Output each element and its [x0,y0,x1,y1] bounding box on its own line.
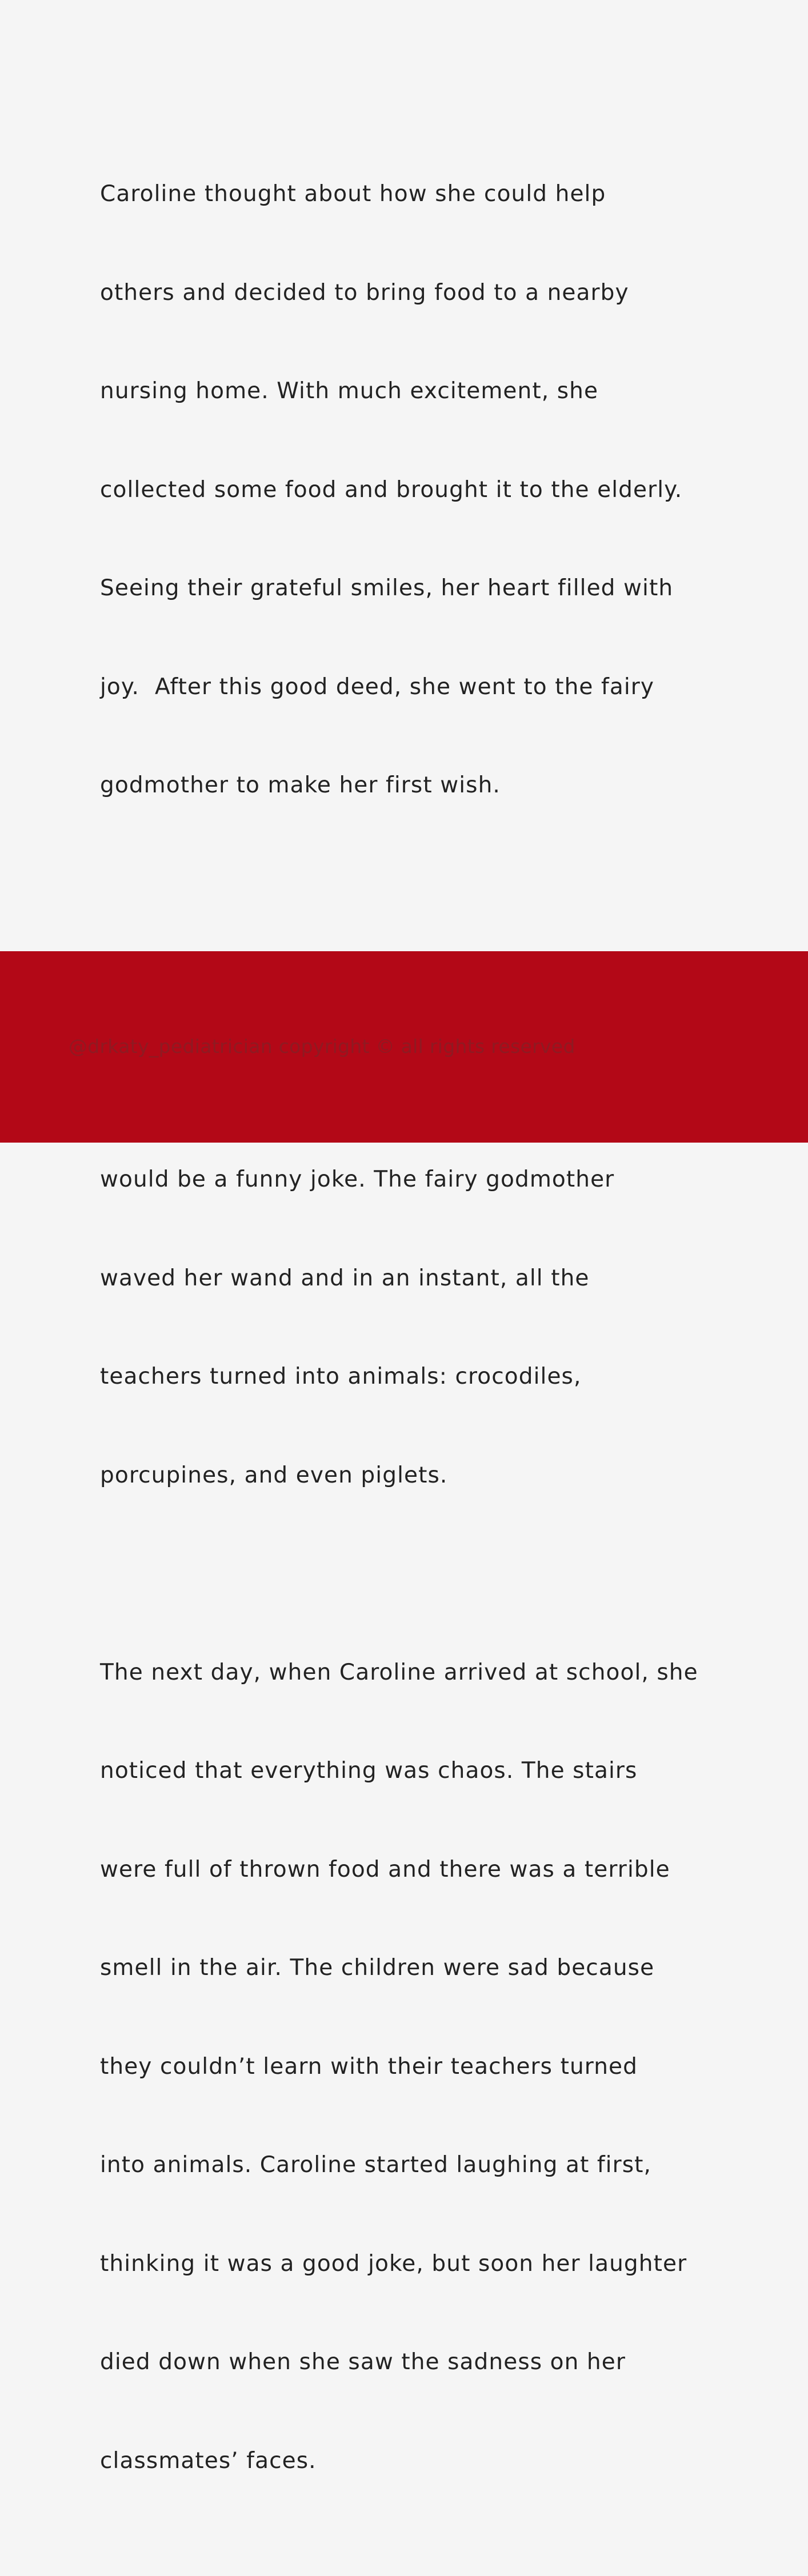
story-line: joy. After this good deed, she went to the fairy [100,674,655,700]
story-line: porcupines, and even piglets. [100,1462,448,1488]
story-line: into animals. Caroline started laughing at first, [100,2152,652,2178]
story-line: smell in the air. The children were sad because [100,1955,655,1981]
story-line: waved her wand and in an instant, all the [100,1265,590,1291]
story-line: others and decided to bring food to a nearby [100,279,629,306]
story-line: classmates’ faces. [100,2447,317,2474]
story-line: The next day, when Caroline arrived at school, she [100,1659,698,1685]
story-paragraph-3 [100,1591,740,2543]
story-line: teachers turned into animals: crocodiles, [100,1364,582,1389]
story-line: godmother to make her first wish. [100,772,501,798]
story-line: noticed that everything was chaos. The stairs [100,1758,638,1784]
story-line: Seeing their grateful smiles, her heart filled with [100,575,674,601]
story-line: nursing home. With much excitement, she [100,378,599,404]
copyright-notice: @drkaty_pediatrician copyright © all rights reserved [69,1035,575,1057]
story-line: would be a funny joke. The fairy godmother [100,1167,615,1192]
story-line: were full of thrown food and there was a terrible [100,1856,670,1882]
story-line: they couldn’t learn with their teachers turned [100,2053,638,2080]
story-paragraph-1 [100,112,740,868]
story-text [100,112,740,2576]
story-line: Caroline thought about how she could help [100,181,606,207]
story-line: collected some food and brought it to the elderly. [100,476,683,503]
story-line: died down when she saw the sadness on her [100,2349,626,2375]
story-line: thinking it was a good joke, but soon her laughter [100,2250,687,2277]
